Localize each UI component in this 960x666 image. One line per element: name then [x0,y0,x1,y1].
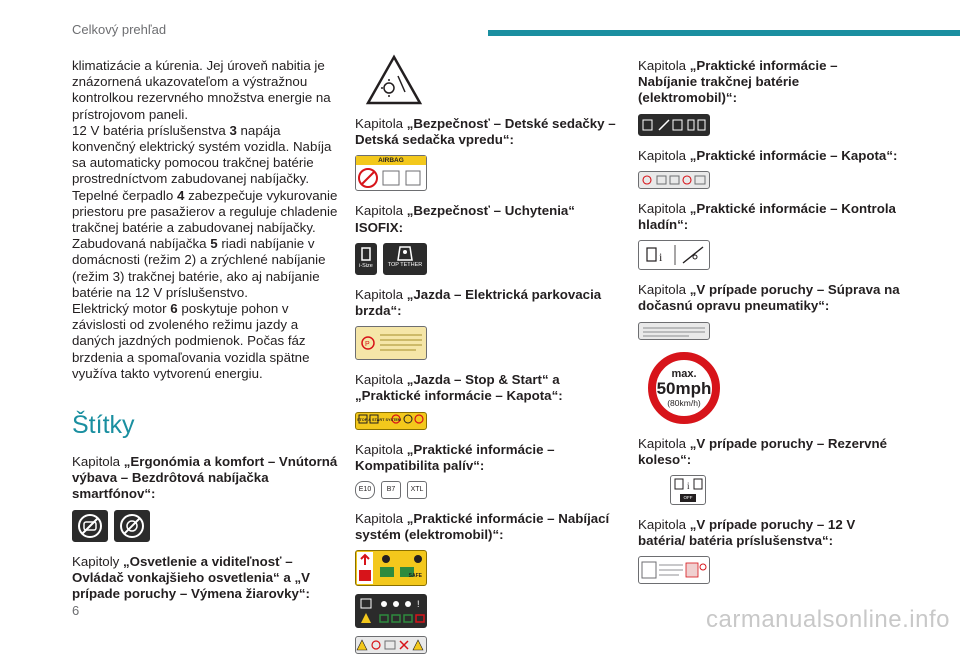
caption-wireless-charger: Kapitola „Ergonómia a komfort – Vnútorná výbava – Bezdrôtová nabíjačka smartfónov“: [72,454,338,502]
label-group-spare-wheel [670,475,900,505]
fuel-e10-label: E10 [355,481,375,499]
watermark: carmanualsonline.info [706,606,950,633]
svg-text:i: i [687,481,690,492]
caption-parking-brake: Kapitola „Jazda – Elektrická parkovacia brzda“: [355,286,602,319]
column-1 [72,58,344,609]
caption-12v-battery: Kapitola „V prípade poruchy – 12 V batéria/ batéria príslušenstva“: [638,517,856,549]
label-group-levels [638,240,900,270]
charging-steps-label-icon: SAFE [355,550,427,586]
caption-hood: Kapitola „Praktické informácie – Kapota“: [638,147,898,163]
label-group-hood [638,171,900,189]
caption-stop-start: Kapitola „Jazda – Stop & Start“ a „Praktické informácie – Kapota“: [355,372,563,404]
charging-lights-label-icon [355,594,427,628]
column-2 [355,58,617,666]
chapter-title: Celkový prehľad [72,22,167,37]
label-group-traction-battery [638,114,900,136]
no-card-label-icon [114,510,150,542]
lamp-warning-label-icon [365,54,423,106]
no-phone-label-icon [72,510,108,542]
traction-battery-label-icon [638,114,710,136]
levels-check-label-icon [638,240,710,270]
label-group-isofix [355,243,617,275]
airbag-label-text: AIRBAG [356,156,426,165]
caption-levels: Kapitola „Praktické informácie – Kontrola hladín“: [638,200,896,233]
label-group-charging-3 [355,636,617,654]
battery-12v-label-icon [638,556,710,584]
label-group-12v-battery [638,556,900,584]
label-group-stop-start [355,412,617,430]
isize-label-icon: i-Size [355,243,377,275]
page-number: 6 [72,603,80,618]
caption-lighting: Kapitoly „Osvetlenie a viditeľnosť – Ovládač vonkajšieho osvetlenia“ a „V prípade poruchy – Výmena žiarovky“: [72,553,310,602]
caption-isofix: Kapitola „Bezpečnosť – Uchytenia“ ISOFIX: [355,203,575,235]
hood-label-icon [638,171,710,189]
airbag-warning-label-icon [355,155,427,191]
fuel-xtl-label: XTL [407,481,427,499]
caption-charging-system: Kapitola „Praktické informácie – Nabíjací systém (elektromobil)“: [355,511,610,543]
label-group-parking-brake [355,326,617,360]
speed-limit-sign: max. 50mph (80km/h) [648,352,720,424]
label-group-airbag [355,155,617,191]
label-group-repair-kit [638,322,900,340]
caption-repair-kit: Kapitola „V prípade poruchy – Súprava na dočasnú opravu pneumatiky“: [638,282,900,314]
parking-brake-label-icon [355,326,427,360]
header-accent-bar [488,30,960,36]
fuel-b7-label: B7 [381,481,401,499]
top-tether-label-icon: TOP TETHER [383,243,427,275]
label-group-charging-2 [355,594,617,628]
label-group-charging-1 [355,550,617,586]
spare-wheel-label-icon [670,475,706,505]
body-paragraph-5: Elektrický motor 6 poskytuje pohon v závislosti od zvoleného režimu jazdy a daných jazdných podmienok. Počas fáz brzdenia a spomaľovania vozidla spätne využíva takto vytvorenú energiu. [72,301,310,381]
body-paragraph-3: Tepelné čerpadlo 4 zabezpečuje vykurovanie priestoru pre pasažierov a reguluje chladenie trakčnej batérie a zabudovanej nabíjačky. [72,187,338,236]
off-label-text: OFF [680,494,696,502]
charging-warnings-label-icon [355,636,427,654]
body-paragraph-4: Zabudovaná nabíjačka 5 riadi nabíjanie v domácnosti (režim 2) a zrýchlené nabíjanie (režim 3) trakčnej batérie, ako aj nabíjanie batérie na 12 V príslušenstvo. [72,236,326,300]
body-paragraph-1: klimatizácie a kúrenia. Jej úroveň nabitia je znázornená ukazovateľom a výstražnou kontrolkou rezervného množstva energie na prístrojovom paneli. [72,58,331,122]
svg-text:i: i [659,250,663,265]
svg-text:!: ! [417,599,420,610]
label-group-fuel [355,481,617,499]
caption-traction-battery: Kapitola „Praktické informácie – Nabíjanie trakčnej batérie (elektromobil)“: [638,58,838,106]
caption-child-seat: Kapitola „Bezpečnosť – Detské sedačky – Detská sedačka vpredu“: [355,116,616,148]
repair-kit-label-icon [638,322,710,340]
label-group-wireless-charger [72,510,344,542]
section-title-labels: Štítky [72,411,135,440]
caption-spare-wheel: Kapitola „V prípade poruchy – Rezervné koleso“: [638,435,888,467]
body-paragraph-2: 12 V batéria príslušenstva 3 napája konvenčný elektrický systém vozidla. Nabíja sa automaticky pomocou trakčnej batérie prostredníctvom zabudovanej nabíjačky. [72,122,332,187]
svg-text:P: P [365,341,370,349]
column-3 [638,58,900,596]
caption-fuel-compat: Kapitola „Praktické informácie – Kompatibilita palív“: [355,441,555,473]
stop-start-label-icon: STOP & START SYSTEM [355,412,427,430]
